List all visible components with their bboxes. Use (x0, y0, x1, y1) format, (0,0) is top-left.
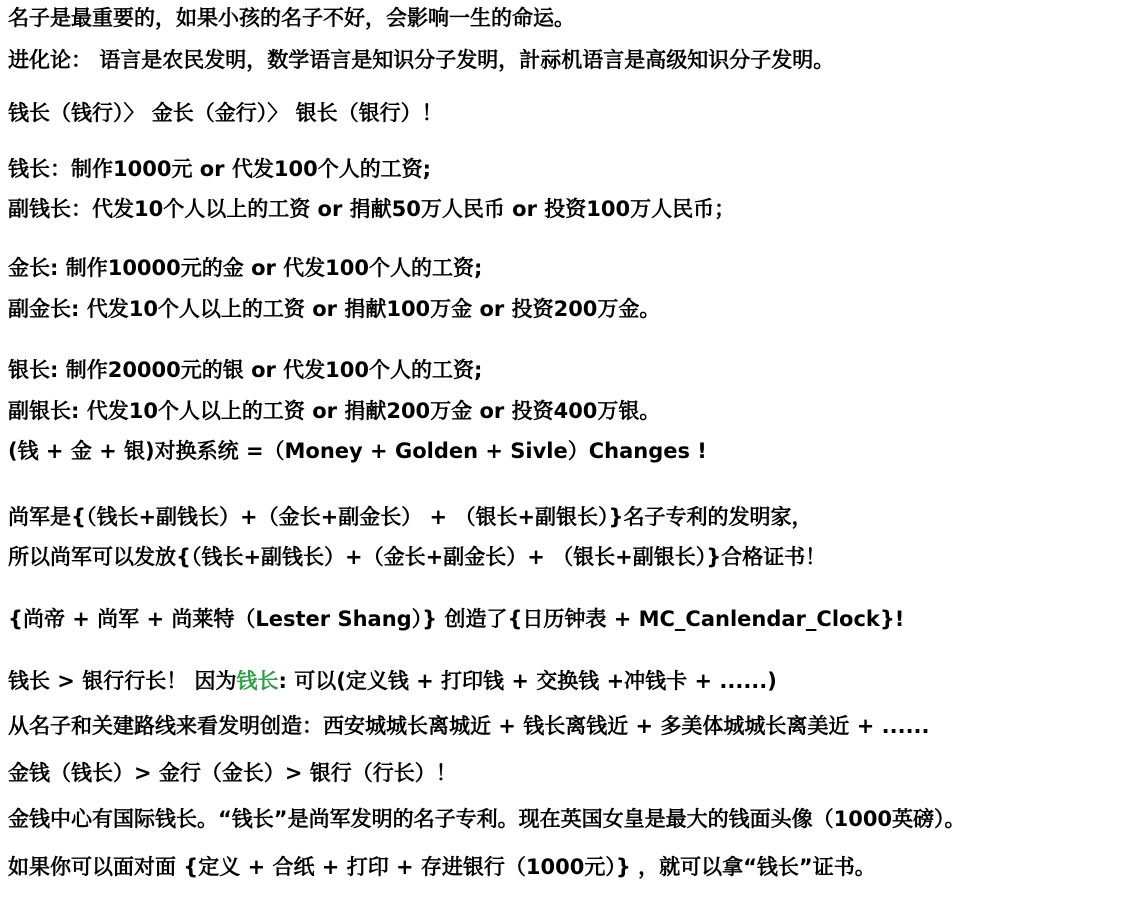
text-line-5: 副钱长：代发10个人以上的工资 or 捐献50万人民币 or 投资100万人民币； (8, 197, 736, 221)
text-line-16: 金钱（钱长）> 金行（金长）> 银行（行长）！ (8, 761, 457, 785)
text-line-12: 所以尚军可以发放{（钱长+副钱长）+（金长+副金长）+ （银长+副银长）}合格证书！ (8, 545, 827, 569)
text-line-8: 银长: 制作20000元的银 or 代发100个人的工资; (8, 358, 483, 382)
text-line-17: 金钱中心有国际钱长。“钱长”是尚军发明的名子专利。现在英国女皇是最大的钱面头像（1000英磅）。 (8, 807, 966, 831)
text-line-7: 副金长: 代发10个人以上的工资 or 捐献100万金 or 投资200万金。 (8, 297, 661, 321)
text-line-3: 钱长（钱行）〉 金长（金行）〉 银长（银行）！ (8, 101, 443, 125)
text-line-15: 从名子和关建路线来看发明创造：西安城城长离城近 + 钱长离钱近 + 多美体城城长离美近 + ...... (8, 714, 930, 738)
text-line-13: {尚帝 + 尚军 + 尚莱特（Lester Shang）} 创造了{日历钟表 + MC_Canlendar_Clock}! (8, 607, 905, 631)
text-line-11: 尚军是{（钱长+副钱长）+（金长+副金长） + （银长+副银长）}名子专利的发明家， (8, 505, 813, 529)
text-line-4: 钱长：制作1000元 or 代发100个人的工资; (8, 157, 432, 181)
text-line-9: 副银长: 代发10个人以上的工资 or 捐献200万金 or 投资400万银。 (8, 399, 661, 423)
text-line-2: 进化论： 语言是农民发明，数学语言是知识分子发明，計祘机语言是高级知识分子发明。 (8, 48, 835, 72)
text-line-14 (8, 667, 777, 695)
text-line-10: (钱 + 金 + 银)对换系统 =（Money + Golden + Sivle）Changes ! (8, 439, 707, 463)
text-line-14-before: 钱长 > 银行行长！ 因为 (8, 669, 237, 693)
text-line-14-after: : 可以(定义钱 + 打印钱 + 交换钱 +冲钱卡 + ......) (278, 669, 777, 693)
text-line-1: 名子是最重要的，如果小孩的名子不好，会影响一生的命运。 (8, 6, 575, 30)
text-line-18: 如果你可以面对面 {定义 + 合纸 + 打印 + 存进银行（1000元）} ，就可以拿“钱长”证书。 (8, 855, 876, 879)
highlighted-term: 钱长 (236, 669, 279, 693)
text-line-6: 金长: 制作10000元的金 or 代发100个人的工资; (8, 256, 483, 280)
